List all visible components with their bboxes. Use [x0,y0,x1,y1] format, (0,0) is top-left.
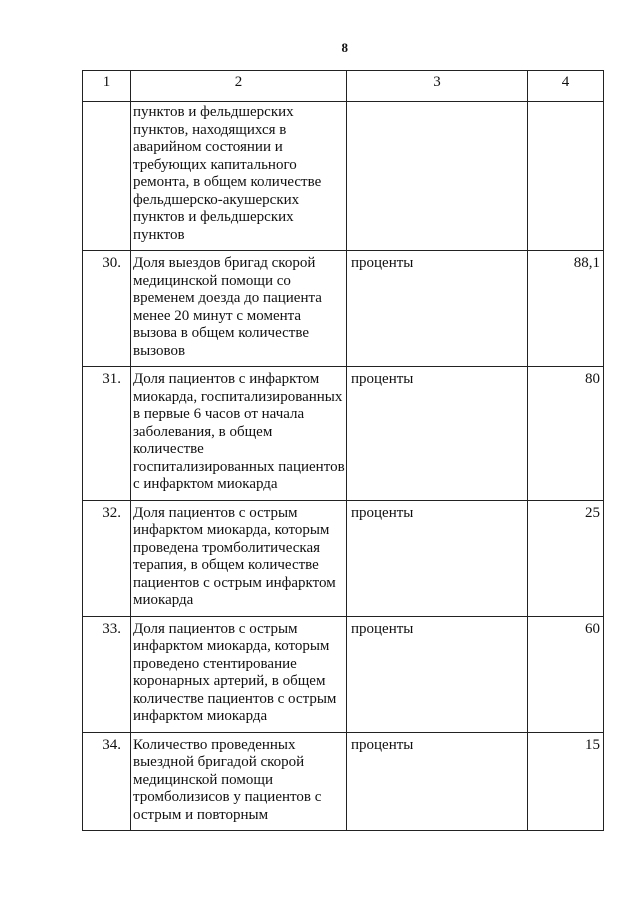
row-number: 33. [83,616,131,732]
table-body [83,102,604,831]
row-unit: проценты [347,367,528,501]
row-unit [347,102,528,251]
table-row [83,500,604,616]
row-description: пунктов и фельдшерских пунктов, находящихся в аварийном состоянии и требующих капитального ремонта, в общем количестве фельдшерско-акушерских пунктов и фельдшерских пунктов [131,102,347,251]
header-col-2: 2 [131,71,347,102]
row-number: 34. [83,732,131,831]
table-row [83,367,604,501]
row-number: 32. [83,500,131,616]
row-unit: проценты [347,500,528,616]
header-col-1: 1 [83,71,131,102]
indicators-table [82,70,604,831]
header-col-4: 4 [528,71,604,102]
table-row [83,102,604,251]
table-row [83,732,604,831]
row-description: Доля выездов бригад скорой медицинской помощи со временем доезда до пациента менее 20 минут с момента вызова в общем количестве вызовов [131,251,347,367]
row-unit: проценты [347,251,528,367]
header-col-3: 3 [347,71,528,102]
row-description: Количество проведенных выездной бригадой скорой медицинской помощи тромболизисов у пациентов с острым и повторным [131,732,347,831]
row-number [83,102,131,251]
table-header [83,71,604,102]
row-description: Доля пациентов с инфарктом миокарда, госпитализированных в первые 6 часов от начала заболевания, в общем количестве госпитализированных пациентов с инфарктом миокарда [131,367,347,501]
row-number: 30. [83,251,131,367]
row-number: 31. [83,367,131,501]
header-row [83,71,604,102]
row-value: 80 [528,367,604,501]
row-value: 15 [528,732,604,831]
row-description: Доля пациентов с острым инфарктом миокарда, которым проведено стентирование коронарных артерий, в общем количестве пациентов с острым инфарктом миокарда [131,616,347,732]
row-unit: проценты [347,616,528,732]
row-value: 88,1 [528,251,604,367]
row-value: 60 [528,616,604,732]
page-number: 8 [341,40,349,55]
row-value: 25 [528,500,604,616]
row-description: Доля пациентов с острым инфарктом миокарда, которым проведена тромболитическая терапия, в общем количестве пациентов с острым инфарктом миокарда [131,500,347,616]
table-row [83,251,604,367]
row-value [528,102,604,251]
table-row [83,616,604,732]
row-unit: проценты [347,732,528,831]
